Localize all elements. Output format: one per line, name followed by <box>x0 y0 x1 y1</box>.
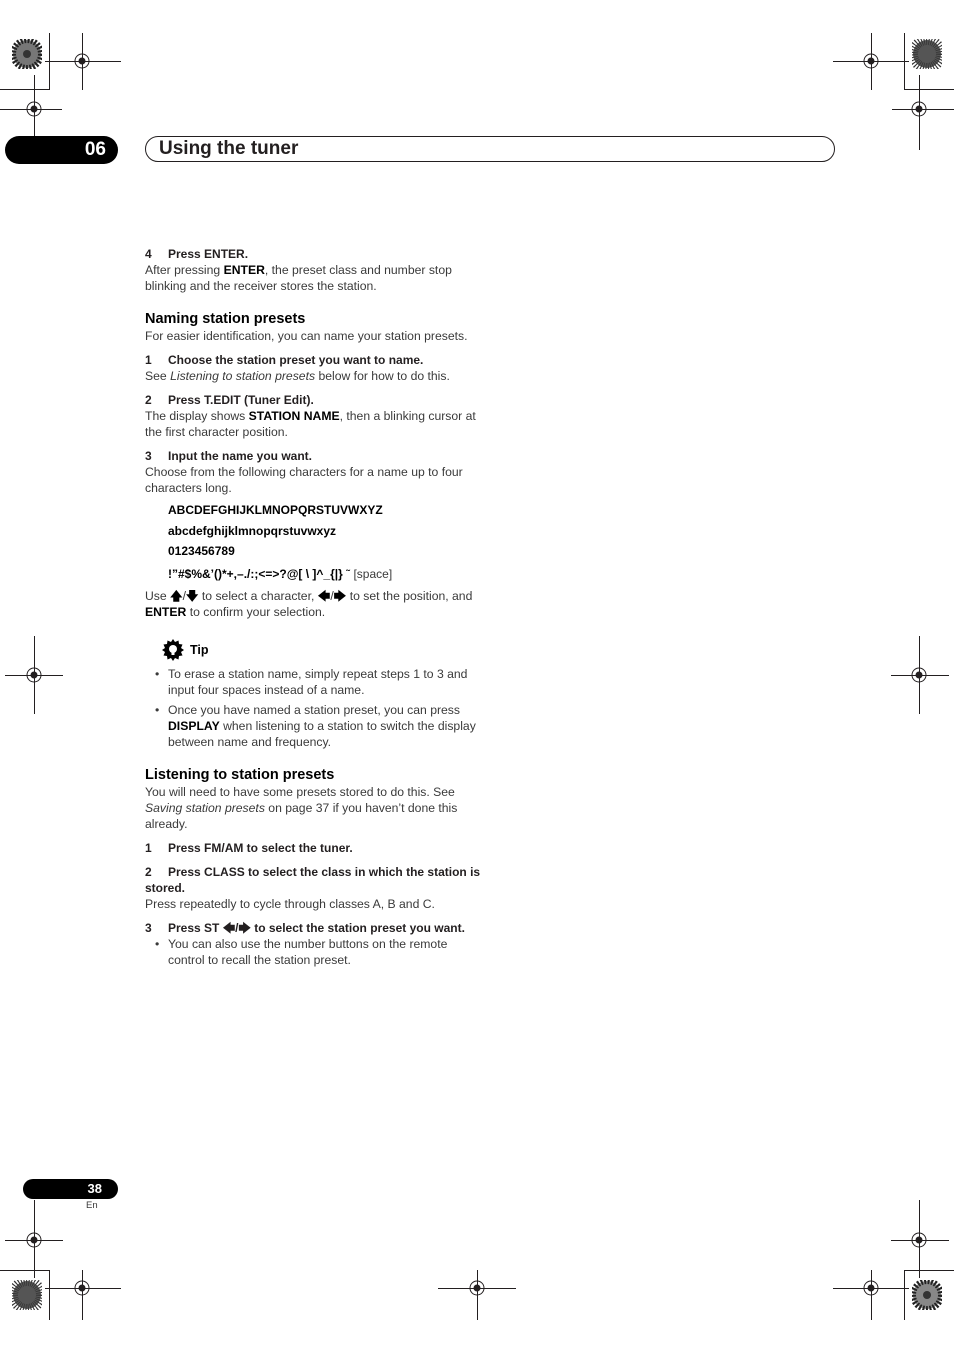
step-number: 1 <box>145 353 152 367</box>
text-run: You can also use the number buttons on the remote control to recall the station preset. <box>168 937 448 967</box>
text-run: Use <box>145 589 171 603</box>
registration-target-icon <box>467 1278 487 1298</box>
text-run: After pressing <box>145 263 224 277</box>
registration-target-icon <box>24 1230 44 1250</box>
step-number: 1 <box>145 841 152 855</box>
text-run: The display shows <box>145 409 249 423</box>
arrow-left-icon: 🡄 <box>317 589 331 603</box>
char-set-uppercase: ABCDEFGHIJKLMNOPQRSTUVWXYZ <box>168 503 383 517</box>
step-number: 3 <box>145 921 152 935</box>
naming-use-instructions <box>145 588 481 620</box>
key-name: ENTER <box>145 605 187 619</box>
registration-target-icon <box>861 51 881 71</box>
gray-disc-register-icon <box>12 1280 42 1310</box>
step-label: Input the name you want. <box>168 449 313 463</box>
registration-target-icon <box>72 51 92 71</box>
tilde-char: ˜ <box>342 567 351 581</box>
registration-target-icon <box>24 99 44 119</box>
tip-bullet-1 <box>145 666 481 698</box>
text-run: , then a blinking cursor at the first character position. <box>145 409 476 439</box>
text-run: / <box>330 589 334 603</box>
step-label: to select the station preset you want. <box>250 921 465 935</box>
step-number: 2 <box>145 865 152 879</box>
bullet-dot: • <box>155 667 160 681</box>
tip-bullet-2 <box>145 702 481 750</box>
step-number: 3 <box>145 449 152 463</box>
arrow-up-icon: 🡅 <box>170 589 183 603</box>
display-message: STATION NAME <box>248 409 340 423</box>
registration-target-icon <box>909 665 929 685</box>
text-run: to select a character, <box>198 589 318 603</box>
naming-intro: For easier identification, you can name your station presets. <box>145 329 468 343</box>
step-4-heading <box>145 246 481 262</box>
tip-label: Tip <box>190 643 209 657</box>
step-label: Press ENTER. <box>168 247 249 261</box>
naming-step-3-heading <box>145 448 481 464</box>
key-name: ENTER <box>223 263 265 277</box>
arrow-down-icon: 🡇 <box>185 589 199 603</box>
step-label: Press T.EDIT (Tuner Edit). <box>168 393 314 407</box>
cross-reference: Saving station presets <box>145 801 265 815</box>
listening-step-3-heading <box>145 920 481 936</box>
bullet-dot: • <box>155 703 160 717</box>
naming-step-2-heading <box>145 392 481 408</box>
text-run: To erase a station name, simply repeat steps 1 to 3 and input four spaces instead of a name. <box>168 667 468 697</box>
text-run: You will need to have some presets stored to do this. See <box>145 785 455 799</box>
step-label: Press FM/AM to select the tuner. <box>168 841 353 855</box>
page-title: Using the tuner <box>159 138 299 159</box>
text-run: / <box>235 921 239 935</box>
chapter-title-bar <box>145 136 835 162</box>
text-run: to set the position, and <box>346 589 473 603</box>
registration-target-icon <box>909 1230 929 1250</box>
tip-lightbulb-icon <box>161 638 185 662</box>
tip-header <box>145 642 481 664</box>
char-set-lowercase: abcdefghijklmnopqrstuvwxyz <box>168 524 337 538</box>
step-number: 4 <box>145 247 152 261</box>
page-number: 38 <box>23 1179 118 1199</box>
step-label: Press CLASS to select the class in which the station is stored. <box>145 865 481 895</box>
listening-intro <box>145 784 481 832</box>
text-run: on page 37 if you haven’t done this already. <box>145 801 458 831</box>
registration-target-icon <box>24 665 44 685</box>
space-char: [space] <box>350 567 393 581</box>
registration-target-icon <box>909 99 929 119</box>
text-run: See <box>145 369 171 383</box>
listening-step-1-heading <box>145 840 481 856</box>
chapter-number: 06 <box>5 136 118 164</box>
listening-step-2-heading <box>145 864 481 896</box>
text-run: to confirm your selection. <box>186 605 326 619</box>
cross-reference: Listening to station presets <box>170 369 316 383</box>
starburst-register-icon <box>912 1280 942 1310</box>
arrow-right-icon: 🡆 <box>333 589 347 603</box>
step-4-text <box>145 262 481 294</box>
step-number: 2 <box>145 393 152 407</box>
text-run: when listening to a station to switch the display between name and frequency. <box>168 719 476 749</box>
char-set-symbols <box>145 566 481 582</box>
step-label: Press ST <box>168 921 223 935</box>
text-run: Once you have named a station preset, you can press <box>168 703 460 717</box>
starburst-register-icon <box>12 39 42 69</box>
text-run: below for how to do this. <box>315 369 450 383</box>
registration-target-icon <box>861 1278 881 1298</box>
gray-disc-register-icon <box>912 39 942 69</box>
section-heading-naming: Naming station presets <box>145 311 306 327</box>
section-heading-listening: Listening to station presets <box>145 767 335 783</box>
arrow-left-icon: 🡄 <box>222 921 236 935</box>
listening-step-3-bullet <box>145 936 481 968</box>
step-label: Choose the station preset you want to name. <box>168 353 424 367</box>
key-name: DISPLAY <box>168 719 220 733</box>
naming-step-2-text <box>145 408 481 440</box>
language-code: En <box>86 1200 98 1211</box>
arrow-right-icon: 🡆 <box>238 921 251 935</box>
char-set-digits: 0123456789 <box>168 544 235 558</box>
naming-step-3-text: Choose from the following characters for a name up to four characters long. <box>145 465 463 495</box>
listening-step-2-text: Press repeatedly to cycle through classes A, B and C. <box>145 897 435 911</box>
naming-step-1-text <box>145 368 481 384</box>
main-column <box>145 246 481 968</box>
registration-target-icon <box>72 1278 92 1298</box>
bullet-dot: • <box>155 937 160 951</box>
symbol-chars: !”#$%&’()*+,–./:;<=>?@[ \ ]^_{|} <box>168 567 343 581</box>
naming-step-1-heading <box>145 352 481 368</box>
text-run: / <box>182 589 186 603</box>
text-run: , the preset class and number stop blinking and the receiver stores the station. <box>145 263 452 293</box>
